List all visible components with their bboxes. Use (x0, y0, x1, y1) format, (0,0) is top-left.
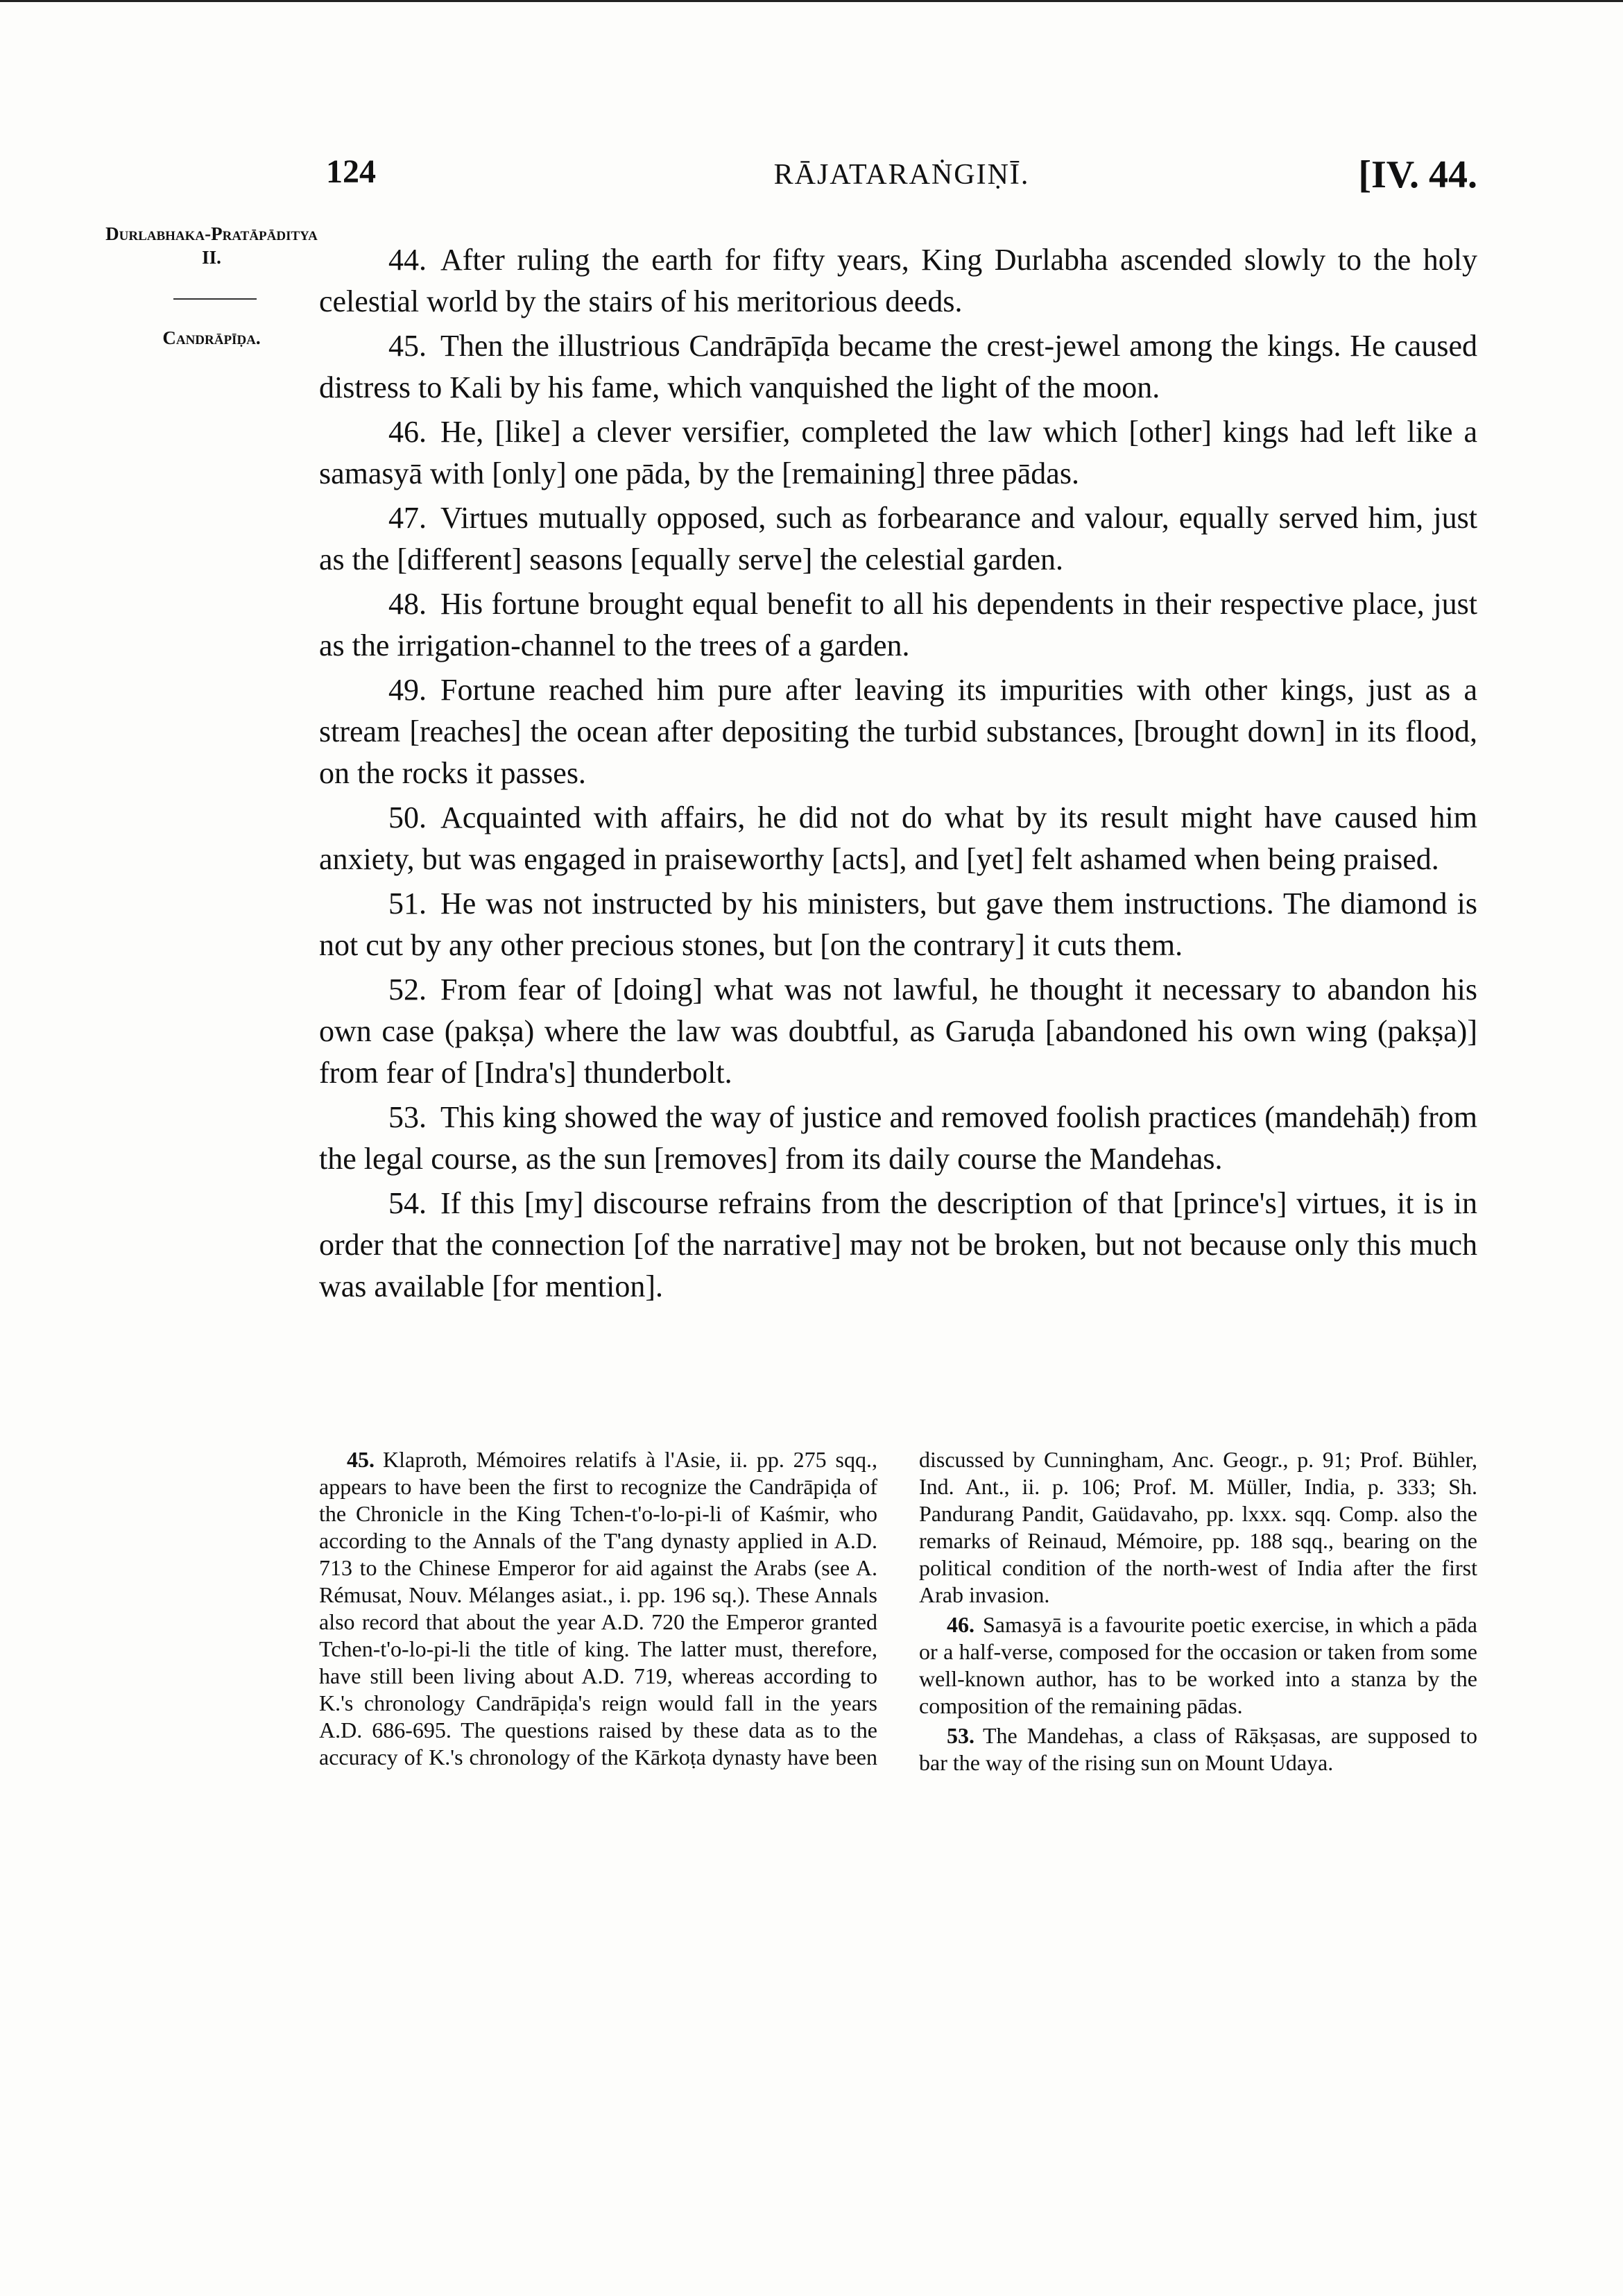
verse-body: If this [my] discourse refrains from the description of that [prince's] virtues, it is in order that the connection [of the narrative] may not be broken, but not because only this much was available [for mention]. (319, 1186, 1477, 1303)
margin-divider (173, 298, 257, 300)
verse (319, 583, 1477, 667)
verse-body: He, [like] a clever versifier, completed the law which [other] kings had left like a samasyā with [only] one pāda, by the [remaining] three pādas. (319, 415, 1477, 490)
verse-body: Virtues mutually opposed, such as forbearance and valour, equally served him, just as the [different] seasons [equally serve] the celestial garden. (319, 501, 1477, 576)
verse-number: 44. (388, 243, 427, 277)
verse (319, 669, 1477, 794)
verse (319, 1097, 1477, 1180)
verse-number: 54. (388, 1186, 427, 1220)
top-border (0, 0, 1623, 2)
verse-body: His fortune brought equal benefit to all his dependents in their respective place, just as the irrigation-channel to the trees of a garden. (319, 587, 1477, 662)
verse (319, 883, 1477, 966)
verse-number: 46. (388, 415, 427, 449)
verse-body: Fortune reached him pure after leaving its impurities with other kings, just as a stream [reaches] the ocean after depositing the turbid substances, [brought down] in its flood, on the rocks it passes. (319, 673, 1477, 790)
verse-number: 51. (388, 886, 427, 920)
page-header (326, 153, 1477, 215)
verse-body: Acquainted with affairs, he did not do what by its result might have caused him anxiety, but was engaged in praiseworthy [acts], and [yet] felt ashamed when being praised. (319, 800, 1477, 876)
footnote (919, 1722, 1477, 1776)
section-reference: [IV. 44. (1358, 153, 1477, 196)
footnote-number: 53. (947, 1723, 974, 1748)
verse-number: 47. (388, 501, 427, 535)
verse-number: 49. (388, 673, 427, 707)
footnote-body: Samasyā is a favourite poetic exercise, in which a pāda or a half-verse, composed for the occasion or taken from some well-known author, has to be worked into a stanza by the composition of the remaining pādas. (919, 1612, 1477, 1718)
verse-body: After ruling the earth for fifty years, King Durlabha ascended slowly to the holy celestial world by the stairs of his meritorious deeds. (319, 243, 1477, 318)
verse (319, 797, 1477, 880)
verse-body: Then the illustrious Candrāpīḍa became the crest-jewel among the kings. He caused distress to Kali by his fame, which vanquished the light of the moon. (319, 329, 1477, 404)
verse-body: He was not instructed by his ministers, but gave them instructions. The diamond is not cut by any other precious stones, but [on the contrary] it cuts them. (319, 886, 1477, 962)
verse-text (319, 239, 1477, 1310)
verse-number: 45. (388, 329, 427, 363)
footnote-number: 45. (347, 1447, 375, 1472)
verse (319, 239, 1477, 323)
verse (319, 969, 1477, 1094)
footnote-number: 46. (947, 1612, 974, 1637)
running-title: RĀJATARAṄGIṆĪ. (773, 159, 1030, 191)
footnote-body: The Mandehas, a class of Rākṣasas, are supposed to bar the way of the rising sun on Mount Udaya. (919, 1723, 1477, 1775)
verse-number: 53. (388, 1100, 427, 1134)
verse (319, 1183, 1477, 1308)
verse-number: 50. (388, 800, 427, 834)
footnote (919, 1611, 1477, 1720)
footnotes (319, 1446, 1477, 1776)
verse-number: 52. (388, 973, 427, 1006)
verse-body: This king showed the way of justice and removed foolish practices (mandehāḥ) from the legal course, as the sun [removes] from its daily course the Mandehas. (319, 1100, 1477, 1176)
page-number: 124 (326, 153, 376, 190)
verse (319, 411, 1477, 495)
footnote-body: Klaproth, Mémoires relatifs à l'Asie, ii. pp. 275 sqq., appears to have been the first to recognize the Candrāpiḍa of the Chronicle in the King Tchen-t'o-lo-pi-li of Kaśmir, who according to the Annals of the T'ang dynasty applied in A.D. 713 to the Chinese Emperor for aid against the Arabs (see A. Rémusat, Nouv. Mélanges asiat., i. pp. 196 sq.). These Annals also record that about the year A.D. 720 the Emperor granted Tchen-t'o-lo-pi-li the title of king. The latter must, therefore, have still been living about A.D. 719, whereas according to K.'s chronology Candrāpiḍa's reign would fall in the years A.D. 686-695. The questions raised by these data as to the accuracy of K.'s chronology of the Kārkoṭa dynasty have been discussed by Cunningham, Anc. Geogr., p. 91; Prof. Bühler, Ind. Ant., ii. p. 106; Prof. M. Müller, India, p. 333; Sh. Pandurang Pandit, Gaüdavaho, pp. lxxx. sqq. Comp. also the remarks of Reinaud, Mémoire, pp. 188 sqq., bearing on the political condition of the north-west of India after the first Arab invasion. (319, 1447, 1477, 1770)
margin-note-candrapida: Candrāpīḍa. (162, 327, 261, 348)
verse (319, 325, 1477, 409)
verse-body: From fear of [doing] what was not lawful, he thought it necessary to abandon his own case (pakṣa) where the law was doubtful, as Garuḍa [abandoned his own wing (pakṣa)] from fear of [Indra's] thunderbolt. (319, 973, 1477, 1090)
verse-number: 48. (388, 587, 427, 621)
margin-note-durlabhaka: Durlabhaka-Pratāpāditya II. (105, 223, 318, 268)
verse (319, 497, 1477, 581)
